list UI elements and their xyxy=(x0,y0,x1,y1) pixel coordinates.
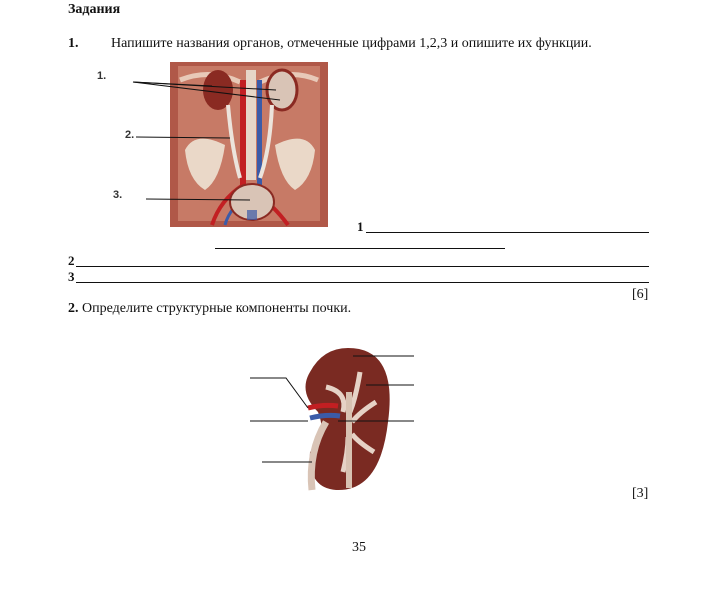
task1-text: Напишите названия органов, отмеченные цифрами 1,2,3 и опишите их функции. xyxy=(111,36,592,51)
renal-vein xyxy=(310,415,340,418)
figure-label-1: 1. xyxy=(97,70,107,82)
kidney-section-figure xyxy=(248,342,428,494)
answer-line-1a[interactable] xyxy=(366,219,649,233)
renal-artery xyxy=(308,405,338,408)
section-heading: Задания xyxy=(68,2,121,17)
answer-number-3: 3 xyxy=(68,269,75,284)
figure-label-2: 2. xyxy=(125,129,135,141)
answer-number-1: 1 xyxy=(357,219,364,234)
urinary-system-figure xyxy=(100,60,340,230)
page-number: 35 xyxy=(352,540,366,555)
answer-line-3[interactable] xyxy=(76,269,649,283)
task2-score: [3] xyxy=(632,486,649,501)
task2-text: Определите структурные компоненты почки. xyxy=(82,301,352,316)
task1-number: 1. xyxy=(68,36,79,51)
task2-number: 2. xyxy=(68,301,79,316)
task2-question xyxy=(68,301,351,317)
answer-line-2[interactable] xyxy=(76,253,649,267)
renal-pelvis xyxy=(346,392,352,488)
answer-line-1b[interactable] xyxy=(215,236,505,249)
answer-number-2: 2 xyxy=(68,253,75,268)
spine xyxy=(246,70,256,180)
task1-score: [6] xyxy=(632,287,649,302)
left-kidney xyxy=(203,70,233,110)
figure-label-3: 3. xyxy=(113,189,123,201)
